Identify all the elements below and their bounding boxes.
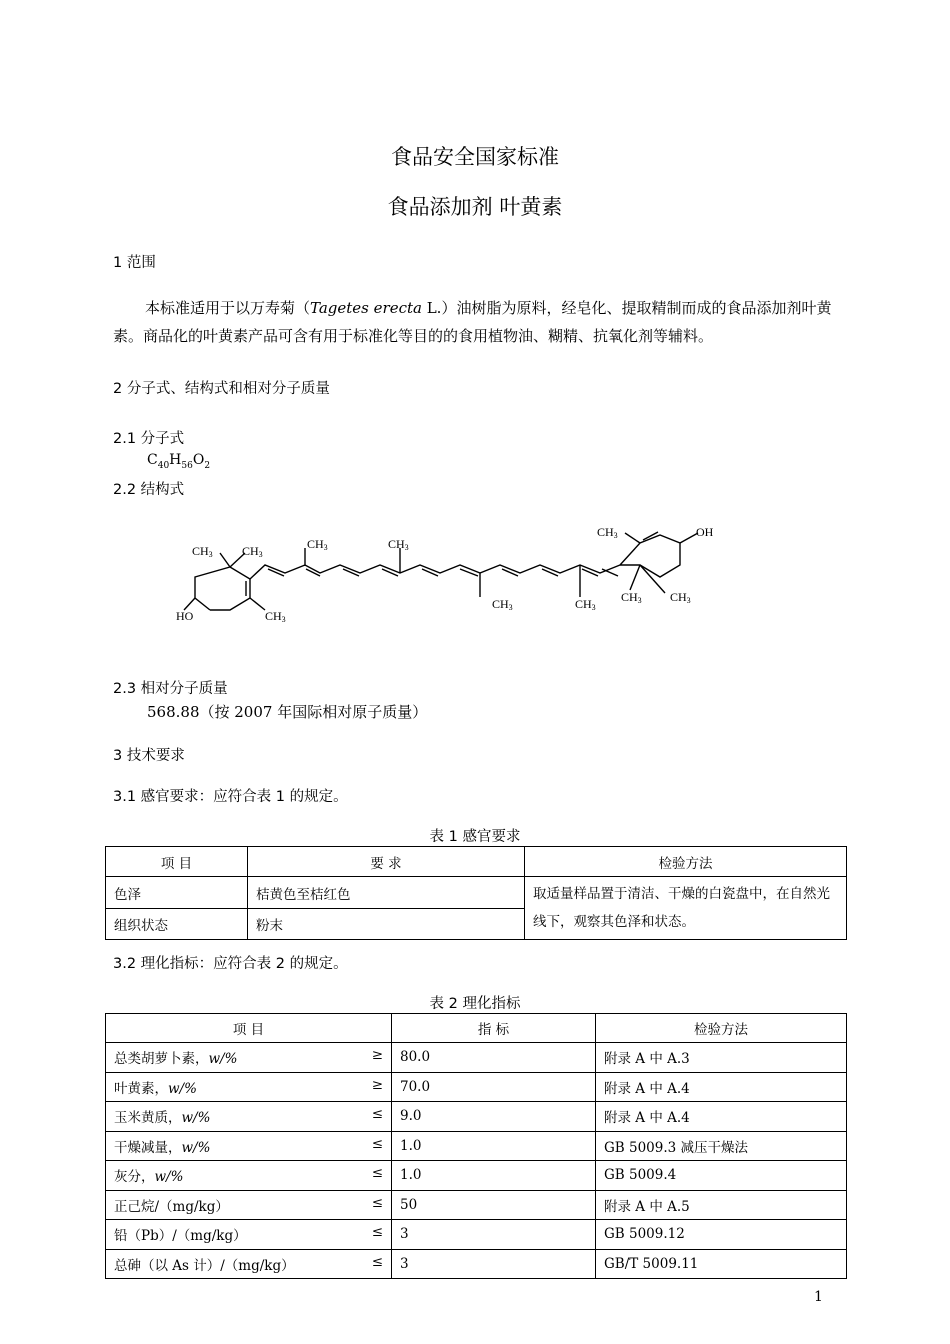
methyl-label: CH3 [388, 537, 409, 552]
table-row [106, 1161, 847, 1191]
table-row [106, 1220, 847, 1250]
table-cell: 取适量样品置于清洁、干燥的白瓷盘中，在自然光线下，观察其色泽和状态。 [525, 877, 847, 940]
item-label: 玉米黄质， [114, 1110, 182, 1127]
table-cell: 色泽 [106, 877, 248, 909]
item-label: 灰分， [114, 1169, 155, 1186]
section-2-heading: 2 分子式、结构式和相对分子质量 [113, 381, 330, 397]
section-1-paragraph [113, 294, 843, 350]
table-row [106, 1072, 847, 1102]
hydroxyl-label: OH [696, 525, 714, 539]
table-cell: 80.0 [392, 1043, 596, 1073]
table-cell: 附录 A 中 A.5 [596, 1190, 847, 1220]
table-header-row [106, 1014, 847, 1043]
comparison-symbol: ≤ [371, 1106, 383, 1123]
item-label: 铅（Pb）/（mg/kg） [114, 1228, 247, 1245]
table-cell: GB 5009.4 [596, 1161, 847, 1191]
table-cell: 粉末 [248, 909, 525, 940]
table-2-caption: 表 2 理化指标 [429, 996, 521, 1012]
table-cell: 组织状态 [106, 909, 248, 940]
table-header-row [106, 847, 847, 877]
table-cell: 50 [392, 1190, 596, 1220]
item-unit: w/% [168, 1080, 197, 1097]
table-cell: GB 5009.12 [596, 1220, 847, 1250]
methyl-label: CH3 [307, 537, 328, 552]
table-row [106, 1190, 847, 1220]
section-3-1-heading: 3.1 感官要求：应符合表 1 的规定。 [113, 789, 348, 805]
methyl-label: CH3 [670, 590, 691, 605]
item-label: 叶黄素， [114, 1080, 168, 1097]
table-cell: GB/T 5009.11 [596, 1249, 847, 1279]
table-row [106, 1102, 847, 1132]
page-number: 1 [814, 1289, 823, 1305]
comparison-symbol: ≤ [371, 1135, 383, 1152]
table-header-cell: 检验方法 [525, 847, 847, 877]
table-cell: 附录 A 中 A.3 [596, 1043, 847, 1073]
table-cell: 桔黄色至桔红色 [248, 877, 525, 909]
table-cell: 9.0 [392, 1102, 596, 1132]
table-header-cell: 要 求 [248, 847, 525, 877]
table-cell [106, 1161, 392, 1191]
molecular-mass: 568.88（按 2007 年国际相对原子质量） [147, 703, 428, 721]
methyl-label: CH3 [265, 609, 286, 624]
document-subtitle: 食品添加剂 叶黄素 [387, 195, 563, 219]
table-cell: 1.0 [392, 1131, 596, 1161]
comparison-symbol: ≤ [371, 1224, 383, 1241]
scope-latin-name: Tagetes erecta [310, 299, 422, 317]
item-unit: w/% [208, 1051, 238, 1068]
structural-formula [160, 515, 730, 640]
methyl-label: CH3 [492, 597, 513, 612]
table-header-cell: 指 标 [392, 1014, 596, 1043]
table-header-cell: 项 目 [106, 1014, 392, 1043]
comparison-symbol: ≥ [371, 1076, 383, 1093]
methyl-label: CH3 [192, 544, 213, 559]
methyl-label: CH3 [597, 525, 618, 540]
table-cell: 附录 A 中 A.4 [596, 1102, 847, 1132]
item-label: 总类胡萝卜素， [114, 1051, 209, 1068]
section-2-2-heading: 2.2 结构式 [113, 482, 185, 498]
table-cell: 附录 A 中 A.4 [596, 1072, 847, 1102]
table-cell [106, 1102, 392, 1132]
molecular-formula: $C_{40}H_{56}O_2$ [147, 452, 211, 471]
table-cell: 3 [392, 1249, 596, 1279]
item-label: 干燥减量， [114, 1139, 182, 1156]
comparison-symbol: ≤ [371, 1165, 383, 1182]
item-label: 正己烷/（mg/kg） [114, 1198, 229, 1215]
table-cell: GB 5009.3 减压干燥法 [596, 1131, 847, 1161]
table-row [106, 877, 847, 909]
table-2 [105, 1013, 847, 1279]
section-3-2-heading: 3.2 理化指标：应符合表 2 的规定。 [113, 956, 348, 972]
table-cell [106, 1220, 392, 1250]
item-unit: w/% [181, 1110, 211, 1127]
hydroxyl-label: HO [176, 609, 194, 623]
table-row [106, 1043, 847, 1073]
table-cell [106, 1131, 392, 1161]
item-unit: w/% [181, 1139, 211, 1156]
methyl-label: CH3 [242, 544, 263, 559]
section-2-1-heading: 2.1 分子式 [113, 431, 185, 447]
item-label: 总砷（以 As 计）/（mg/kg） [114, 1257, 295, 1274]
comparison-symbol: ≤ [371, 1194, 383, 1211]
table-cell: 1.0 [392, 1161, 596, 1191]
item-unit: w/% [154, 1169, 184, 1186]
table-row [106, 1131, 847, 1161]
methyl-label: CH3 [575, 597, 596, 612]
table-cell [106, 1043, 392, 1073]
table-cell [106, 1249, 392, 1279]
scope-text-b: L.）油树脂为原料，经皂化、提取精制而成的食品添加剂叶黄素。商品化的叶黄素产品可含有用于标准化等目的的食用植物油、糊精、抗氧化剂等辅料。 [113, 299, 832, 345]
comparison-symbol: ≥ [371, 1047, 383, 1064]
table-cell: 70.0 [392, 1072, 596, 1102]
table-1 [105, 846, 847, 940]
table-cell [106, 1190, 392, 1220]
table-1-caption: 表 1 感官要求 [429, 829, 521, 845]
table-header-cell: 检验方法 [596, 1014, 847, 1043]
scope-text-a: 本标准适用于以万寿菊（ [145, 299, 311, 317]
comparison-symbol: ≤ [371, 1253, 383, 1270]
table-row [106, 1249, 847, 1279]
methyl-label: CH3 [621, 590, 642, 605]
section-2-3-heading: 2.3 相对分子质量 [113, 681, 228, 697]
table-cell: 3 [392, 1220, 596, 1250]
document-title: 食品安全国家标准 [391, 145, 559, 169]
section-3-heading: 3 技术要求 [113, 748, 185, 764]
table-header-cell: 项 目 [106, 847, 248, 877]
table-cell [106, 1072, 392, 1102]
section-1-heading: 1 范围 [113, 255, 156, 271]
